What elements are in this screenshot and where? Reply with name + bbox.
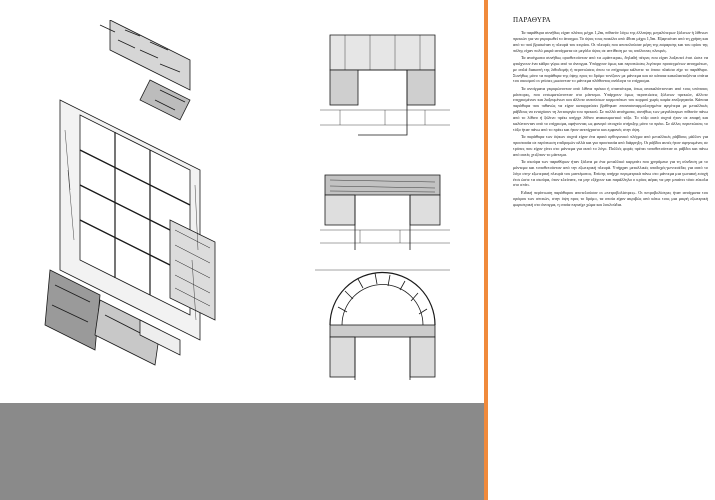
paragraph: Ειδική περίπτωση παράθυρου αποτελούσαν οι «πετροβολίστρες». Οι πετροβολίστρες ήταν ανοίγματα του ορόφου των σπιτιών, στην όψη προς το δρόμο, τα οποία είχαν ακριβώς από κάτω τους μια μικρή εξωτερική φωριστρική στο άνοιγμα, η οποία περιείχε χώμα και λουλούδια. [513, 189, 708, 207]
section-heading: ΠΑΡΑΘΥΡΑ [513, 16, 551, 24]
paragraph: Τα παράθυρα των όψεων συχνά είχαν ένα αραιό ορθογωνικό πλέγμα από μεταλλικές ράβδους μάλλον για προστασία σε περίπτωση επιδρομών αλλά και για προστασία από διάρρηξη. Οι ράβδοι αυτές ήταν σφηνωμένες σε τρύπες που είχαν γίνει στο μάντεμα για αυτό το λόγο. Πολλές φορές πρέπει τοποθετούνταν οι ράβδοι και πάνω από αυτές χτιζόταν το μάντεμα. [513, 134, 708, 157]
paragraph: Τα παράθυρα συνήθως είχαν πλάτος μέχρι 1,2m, πιθανόν λόγω της έλλειψης μεγαλύτερων ξύλινων ή λίθινων πρεκιών για να γεφυρωθεί το άνοιγμα. Το ύψος τους ποικίλει από 40cm μέχρι 1,5m. Εξαρτιόταν από τη χρήση και από το πού βρισκόταν η πλευρά του κτιρίου. Οι πλευρές που αποτελούσαν μέρη της εσφαρσης και του ορίου της πόλης είχαν πολύ μικρά ανοίγματα σε μεγάλο ύψος σε αντίθεση με τις υπόλοιπες πλευρές. [513, 30, 708, 53]
paragraph: Τα ανοίγματα γεφυρώνονταν από λίθινα πρέκια ή σπανιότερα, όπως αποκαλύπτονταν από τους υπόποιος μάστορες, που ενσωματώνονταν στο μάντεμα. Υπάρχουν όμως περιπτώσεις ξύλινων πρεκιών, άλλοτε επιχρισμένων και λαξευμένων και άλλοτε αυτούσιων κορμοτάτων του κορμού χωρίς καμία επεξεργασία. Κάποια παράθυρα που πιθανώς να είχαν καταρρεύσει βρέθηκαν επανασυναρμολογημένα αργότερα με μεταλλικές ράβδους να ενισχύουν τη λειτουργία του πρεκιού. Σε πολλά ανοίγματα, συνήθως των μεγαλύτερων πιθανόν πάνω από το λίθινο ή ξύλινο πρέκι υπήρχε λίθινο ανακουφιστικό τόξο. Το τόξο αυτό συχνά ήταν σε επαφή και καλύπτονταν από το επίχρισμα, αφήνοντας ως φανερό στοιχείο στήριξης μόνο το πρέκι. Σε άλλες περιπτώσεις το τόξο ήταν πάνω από το πρέκι και ήταν ανεπίχριστο και εμφανές στην όψη. [513, 85, 708, 132]
window-isometric-sketch [40, 20, 260, 380]
right-page [488, 0, 715, 500]
page-bottom-band [0, 403, 484, 500]
text-column [513, 30, 708, 209]
paragraph: Τα ανοίγματα συνήθως οριοθετούνταν από τα «φάντιερα», δηλαδή πέτρες που είχαν λαξευτεί έτσι ώστε να φτιάχνουν ένα κάδρο γύρω από το άνοιγμα. Υπάρχουν όμως και περιπτώσεις λιγότερο προσεγμένων ανοιγμάτων, με απλά διακοπή της λιθοδομής ή περιπτώσεις όπου το επίχρισμα κάλυπτε το όποιο πλαίσιο είχε το παράθυρο. Συνήθως μόνο τα παράθυρα της όψης προς το δρόμο τονίζουν με μάντεμα και σε κάποια κακολασταζόντα σπίτια του οικισμού οι γείσιες μωσονταν το μάντεμα πλάθοντας ανάλογα το επίχρισμα. [513, 54, 708, 84]
window-heads-elevation-sketch [300, 25, 465, 385]
paragraph: Τα σκούρα των παραθύρων ήταν ξύλινα με ένα μεταλλικό καρμπίτι που χρησίμευε για τη σύνδεση με το μάντεμα και τοποθετούνταν από την εξωτερική πλευρά. Υπήρχαν μεταλλικές υποδοχές-μεντεσέδες για αυτό το λόγο στην εξωτερική πλευρά του μαντέματος. Επίσης υπήρχε περιμετρικά πάνω στο μάντεμα μια γωνιακή εσοχή έτσι ώστε τα σκούρα, όταν κλείνανε, να μην εξέχουν και παράλληλα ο κρύος αέρας να μην μπαίνει τόσο εύκολα στο σπίτι. [513, 159, 708, 188]
